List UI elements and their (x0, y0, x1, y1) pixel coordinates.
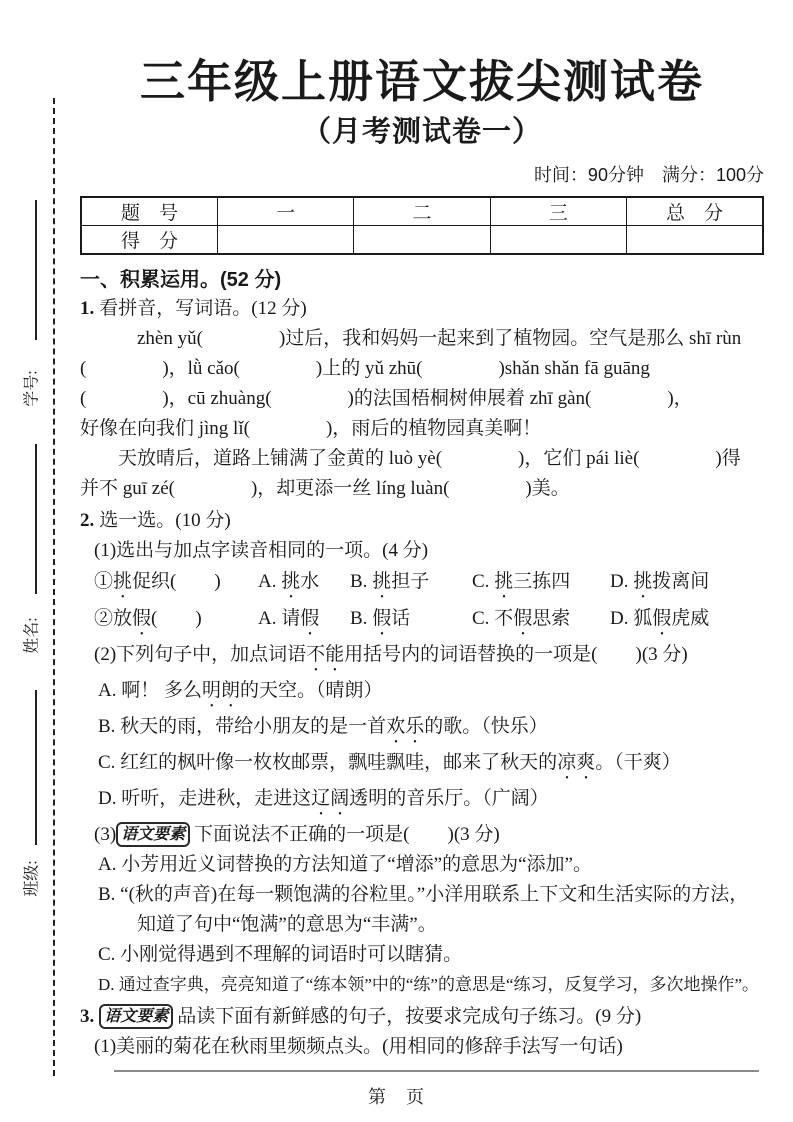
choice-option-b: B. 挑担子 (350, 571, 430, 592)
score-table-cell-score-label: 得 分 (81, 226, 217, 255)
q2-3-option-b: B. “(秋的声音)在每一颗饱满的谷粒里。”小洋用联系上下文和生活实际的方法， (98, 884, 749, 905)
q2-3-option-b-continued: 知道了句中“饱满”的意思为“丰满”。 (137, 914, 437, 935)
choice-option-c: C. 挑三拣四 (472, 571, 571, 592)
name-label: 姓名: (23, 617, 41, 654)
choice-row-1 (80, 566, 764, 603)
q1-text-line: zhèn yǔ( )过后，我和妈妈一起来到了植物园。空气是那么 shī rùn (80, 328, 742, 349)
q1-text-line: ( )，lǜ cǎo( )上的 yǔ zhū( )shǎn shǎn fā guāng (80, 358, 650, 379)
choice-option-a: A. 挑水 (258, 571, 320, 592)
choice-stem: ②放假( ) (94, 608, 202, 629)
score-blank-cell (217, 226, 353, 255)
choice-option-d: D. 狐假虎威 (610, 608, 710, 629)
question-3-title (80, 1002, 764, 1032)
q2-2-option-c: C. 红红的枫叶像一枚枚邮票，飘哇飘哇，邮来了秋天的凉爽。（干爽） (98, 752, 681, 773)
choice-stem: ①挑促织( ) (94, 571, 221, 592)
question-2-title (80, 506, 764, 536)
page-title: 三年级上册语文拔尖测试卷 (139, 56, 704, 107)
score-blank-cell (354, 226, 490, 255)
question-2-1-stem: (1)选出与加点字读音相同的一项。(4 分) (94, 540, 429, 561)
score-table-cell-part1: 一 (217, 197, 353, 226)
score-table (80, 196, 764, 255)
class-label: 班级: (23, 860, 41, 897)
time-score-meta: 时间：90分钟 满分：100分 (533, 165, 764, 185)
question-3-number: 3. (80, 1006, 95, 1027)
question-3-text: 品读下面有新鲜感的句子，按要求完成句子练习。(9 分) (177, 1006, 642, 1027)
question-1-text: 看拼音，写词语。(12 分) (99, 298, 307, 319)
q2-3-option-d: D. 通过查字典，亮亮知道了“练本领”中的“练”的意思是“练习，反复学习，多次地操作”。 (98, 975, 760, 994)
question-1-number: 1. (80, 298, 95, 319)
score-blank-cell (490, 226, 626, 255)
section-1-heading: 一、积累运用。(52 分) (80, 269, 282, 291)
q2-3-option-a: A. 小芳用近义词替换的方法知道了“增添”的意思为“添加”。 (98, 854, 592, 875)
score-table-cell-total: 总 分 (627, 197, 763, 226)
question-2-2-stem: (2)下列句子中，加点词语不能用括号内的词语替换的一项是( )(3 分) (94, 644, 688, 665)
q2-2-option-b: B. 秋天的雨，带给小朋友的是一首欢乐的歌。（快乐） (98, 716, 548, 737)
q2-3-option-c: C. 小刚觉得遇到不理解的词语时可以瞎猜。 (98, 944, 463, 965)
class-blank-line (35, 690, 37, 845)
choice-option-a: A. 请假 (258, 608, 320, 629)
score-table-cell-title: 题 号 (81, 197, 217, 226)
name-blank-line (35, 444, 37, 594)
score-table-cell-part2: 二 (354, 197, 490, 226)
question-1-title (80, 294, 764, 324)
q1-text-line: 并不 guī zé( )，却更添一丝 líng luàn( )美。 (80, 478, 570, 499)
choice-row-2 (80, 603, 764, 640)
exam-content (80, 36, 764, 1072)
q1-text-line: 天放晴后，道路上铺满了金黄的 luò yè( )，它们 pái liè( )得 (80, 448, 741, 469)
choice-option-d: D. 挑拨离间 (610, 571, 710, 592)
question-2-3-stem: (3) 语文要素 下面说法不正确的一项是( )(3 分) (94, 824, 500, 845)
page-footer: 第 页 (368, 1087, 425, 1107)
q1-text-line: ( )，cū zhuàng( )的法国梧桐树伸展着 zhī gàn( )， (80, 388, 693, 409)
question-2-text: 选一选。(10 分) (99, 510, 231, 531)
question-2-number: 2. (80, 510, 95, 531)
student-id-blank-line (35, 200, 37, 340)
question-3-1-stem: (1)美丽的菊花在秋雨里频频点头。(用相同的修辞手法写一句话) (94, 1036, 623, 1057)
score-table-header-row (81, 197, 763, 226)
choice-option-b: B. 假话 (350, 608, 411, 629)
score-table-cell-part3: 三 (490, 197, 626, 226)
yuwen-yaosu-badge: 语文要素 (116, 822, 190, 847)
page-subtitle: （月考测试卷一） (301, 116, 542, 148)
student-id-label: 学号: (23, 370, 41, 407)
score-table-score-row (81, 226, 763, 255)
yuwen-yaosu-badge: 语文要素 (99, 1004, 173, 1029)
answer-blank-line (114, 1062, 759, 1072)
binding-dashed-line (53, 98, 55, 1076)
score-blank-cell (627, 226, 763, 255)
q1-text-line: 好像在向我们 jìng lǐ( )，雨后的植物园真美啊！ (80, 418, 542, 439)
q2-2-option-d: D. 听听，走进秋，走进这辽阔透明的音乐厅。（广阔） (98, 788, 549, 809)
choice-option-c: C. 不假思索 (472, 608, 571, 629)
q2-2-option-a: A. 啊！ 多么明朗的天空。（晴朗） (98, 680, 383, 701)
